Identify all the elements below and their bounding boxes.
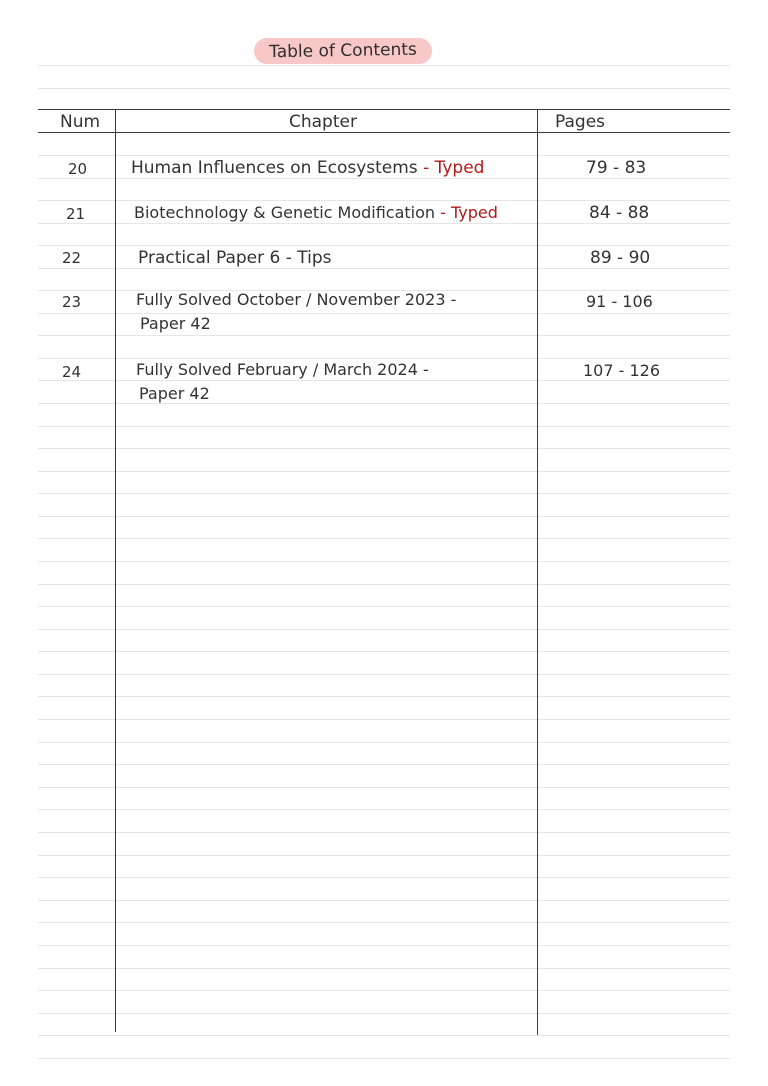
ruled-line: [38, 945, 730, 946]
ruled-line: [38, 1058, 730, 1059]
ruled-line: [38, 516, 730, 517]
ruled-line: [38, 223, 730, 224]
ruled-line: [38, 877, 730, 878]
ruled-line: [38, 719, 730, 720]
page-range: 107 - 126: [583, 361, 661, 380]
chapter-text: Human Influences on Ecosystems: [131, 158, 418, 178]
table-header-rule: [38, 132, 730, 133]
ruled-line: [38, 742, 730, 743]
ruled-line: [38, 606, 730, 607]
header-chapter: Chapter: [289, 112, 357, 132]
ruled-line: [38, 787, 730, 788]
ruled-line: [38, 809, 730, 810]
header-pages: Pages: [555, 112, 606, 132]
ruled-line: [38, 358, 730, 359]
chapter-text: Biotechnology & Genetic Modification: [134, 203, 436, 222]
ruled-line: [38, 65, 730, 66]
ruled-line: [38, 900, 730, 901]
ruled-line: [38, 990, 730, 991]
row-num: 22: [62, 249, 82, 267]
title-highlight: [254, 38, 432, 64]
chapter-text-line2: Paper 42: [140, 314, 211, 333]
page-title: Table of Contents: [269, 39, 417, 63]
ruled-line: [38, 380, 730, 381]
ruled-line: [38, 335, 730, 336]
ruled-line: [38, 178, 730, 179]
header-num: Num: [60, 112, 101, 132]
ruled-line: [38, 696, 730, 697]
ruled-line: [38, 403, 730, 404]
ruled-line: [38, 471, 730, 472]
chapter-text: Fully Solved October / November 2023 -: [136, 290, 457, 309]
chapter-text: Practical Paper 6 - Tips: [138, 248, 332, 268]
ruled-line: [38, 426, 730, 427]
ruled-line: [38, 855, 730, 856]
table-top-rule: [38, 109, 730, 110]
ruled-line: [38, 200, 730, 201]
ruled-line: [38, 448, 730, 449]
page-range: 91 - 106: [586, 292, 653, 311]
ruled-line: [38, 155, 730, 156]
ruled-line: [38, 538, 730, 539]
ruled-line: [38, 1013, 730, 1014]
typed-note: - Typed: [440, 203, 498, 222]
row-num: 21: [66, 205, 86, 223]
row-num: 24: [62, 363, 82, 381]
ruled-line: [38, 764, 730, 765]
column-divider-num: [115, 109, 116, 1032]
ruled-line: [38, 968, 730, 969]
ruled-line: [38, 629, 730, 630]
column-divider-pages: [537, 109, 538, 1035]
ruled-line: [38, 561, 730, 562]
chapter-title: [131, 158, 484, 178]
chapter-text: Fully Solved February / March 2024 -: [136, 360, 429, 379]
chapter-title: [134, 203, 498, 222]
ruled-line: [38, 268, 730, 269]
ruled-line: [38, 832, 730, 833]
ruled-line: [38, 245, 730, 246]
row-num: 23: [62, 293, 82, 311]
ruled-line: [38, 651, 730, 652]
ruled-line: [38, 922, 730, 923]
row-num: 20: [68, 160, 88, 178]
ruled-line: [38, 584, 730, 585]
ruled-line: [38, 674, 730, 675]
chapter-text-line2: Paper 42: [139, 384, 210, 403]
page-range: 79 - 83: [586, 158, 647, 178]
ruled-line: [38, 1035, 730, 1036]
typed-note: - Typed: [423, 158, 485, 178]
page-range: 89 - 90: [590, 248, 651, 268]
ruled-line: [38, 88, 730, 89]
ruled-line: [38, 493, 730, 494]
page-range: 84 - 88: [589, 203, 650, 223]
